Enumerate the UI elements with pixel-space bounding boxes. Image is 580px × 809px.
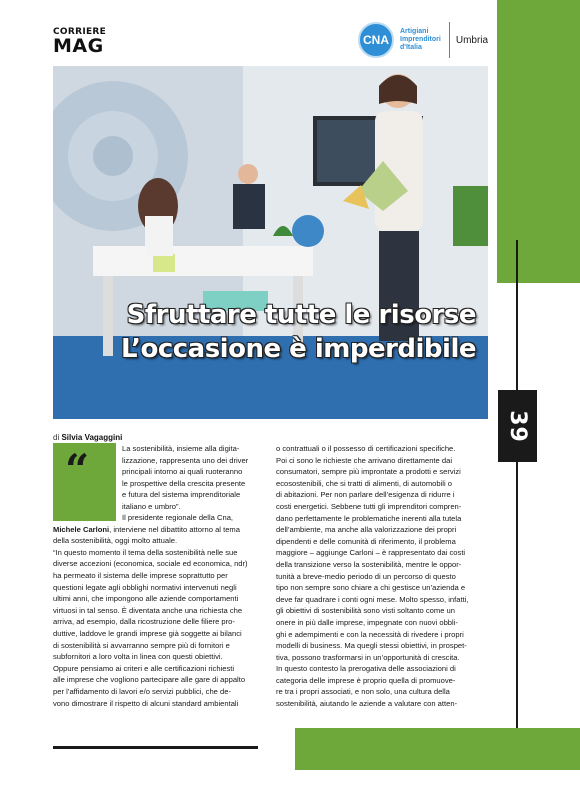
cna-tagline-line3: d'Italia <box>400 44 422 51</box>
article-line: costi energetici. Sebbene tutti gli imprenditori compren- <box>276 501 462 511</box>
article-line: categoria delle imprese è proprio quella di promuove- <box>276 675 456 685</box>
article-line: duttive, laddove le grandi imprese già soggette ai bilanci <box>53 628 242 638</box>
cna-tagline <box>400 28 441 52</box>
article-line: onere in più dalle imprese, impegnate con nuovi obbli- <box>276 617 458 627</box>
article-line: deve far quadrare i conti ogni mese. Molto spesso, infatti, <box>276 594 469 604</box>
article-line: La sostenibilità, insieme alla digita- <box>122 444 240 453</box>
green-bar-bottom <box>295 728 580 770</box>
article-line: ecosostenibili, che si tratti di alimenti, di automobili o <box>276 478 453 488</box>
article-line: gli obiettivi di sostenibilità sono visti soltanto come un <box>276 606 455 616</box>
article-line: diverse accezioni (economica, sociale ed economica, ndr) <box>53 559 248 569</box>
article-line: dano perfettamente le problematiche inerenti alla tutela <box>276 513 462 523</box>
speaker-name-rest: , interviene nel dibattito attorno al tema <box>109 524 240 534</box>
article-line: subfornitori a loro volta in linea con questi obiettivi. <box>53 652 223 662</box>
article-line: dipendenti e delle comunità di riferimento, il problema <box>276 536 456 546</box>
byline-author: Silvia Vagaggini <box>61 433 123 442</box>
col1-body <box>53 535 248 709</box>
article-line: modelli di business. Ma quegli stessi obiettivi, in prospet- <box>276 641 467 651</box>
col1-name-line <box>53 524 248 536</box>
article-line: Poi ci sono le richieste che arrivano direttamente dai <box>276 455 453 465</box>
article-line: della sostenibilità, oggi molto attuale. <box>53 536 178 546</box>
green-side-bar-top <box>497 0 580 283</box>
article-line: questioni legate agli obblighi normativi intervenuti negli <box>53 582 237 592</box>
quote-mark: “ <box>65 445 90 494</box>
article-line: o contrattuali o il possesso di certificazioni specifiche. <box>276 444 456 453</box>
cna-tagline-line1: Artigiani <box>400 28 429 35</box>
article-line: ha permeato il sistema delle imprese soprattutto per <box>53 570 228 580</box>
article-column-2 <box>276 443 468 710</box>
logo-line1: CORRIERE <box>53 27 107 37</box>
article-line: della transizione verso la sostenibilità, mentre le oppor- <box>276 559 462 569</box>
vertical-rule <box>516 240 518 740</box>
article-line: In questo contesto la prerogativa delle associazioni di <box>276 664 456 674</box>
article-line: e futura del sistema imprenditoriale <box>122 490 241 500</box>
article-line: di abitazioni. Per non parlare dell’esigenza di ridurre i <box>276 490 455 500</box>
col1-intro-line: Il presidente regionale della Cna, <box>122 513 234 522</box>
office-scene-illustration <box>53 66 488 419</box>
article-line: ultimi anni, che impongono alle aziende comportamenti <box>53 594 239 604</box>
article-line: maggiore – aggiunge Carloni – è rappresentato dai costi <box>276 548 466 558</box>
article-line: virtuosi in tal senso. È diventata anche una richiesta che <box>53 605 243 615</box>
article-line: vono dimostrare il rispetto di alcuni standard ambientali <box>53 698 239 708</box>
logo-line2: MAG <box>53 35 104 57</box>
article-line: di sostenibilità si avvarranno sempre più di fornitori e <box>53 640 230 650</box>
headline-line1: Sfruttare tutte le risorse <box>126 300 476 330</box>
page-number: 39 <box>505 409 530 443</box>
article-line: le prospettive della crescita presente <box>122 478 246 488</box>
article-line: tipo non sempre sono chiare a chi gestisce un’azienda e <box>276 583 466 593</box>
article-line: dell’ambiente, ma anche alla valorizzazione dei propri <box>276 525 457 535</box>
cna-logo <box>358 22 488 58</box>
cna-acronym: CNA <box>363 33 389 47</box>
corriere-mag-logo <box>53 28 106 56</box>
byline-prefix: di <box>53 433 62 442</box>
article-line: per l’affidamento di lavori e/o servizi pubblici, che de- <box>53 686 231 696</box>
byline <box>53 433 122 442</box>
article-line: consumatori, sempre più improntate a prodotti e servizi <box>276 467 461 477</box>
article-line: lizzazione, rappresenta uno dei driver <box>122 455 249 465</box>
bottom-rule <box>53 746 258 749</box>
article-line: italiano e umbro”. <box>122 501 181 511</box>
article-headline <box>121 298 476 366</box>
cna-tagline-line2: Imprenditori <box>400 36 441 43</box>
article-line: tunità a breve-medio periodo di un percorso di questo <box>276 571 456 581</box>
page-number-box <box>498 390 537 462</box>
article-column-1-bottom <box>53 512 248 709</box>
speaker-name: Michele Carloni <box>53 524 110 534</box>
cna-emblem <box>358 22 394 58</box>
article-column-1-top <box>122 443 248 513</box>
headline-line2: L’occasione è imperdibile <box>121 334 476 364</box>
article-line: tiva, possono trasformarsi in un’opportunità di crescita. <box>276 652 460 662</box>
article-line: re tra i propri associati, e non solo, una cultura della <box>276 687 450 697</box>
article-line: sostenibilità, aiutando le aziende a valutare con atten- <box>276 699 458 709</box>
cna-region: Umbria <box>455 34 489 46</box>
hero-photo <box>53 66 488 419</box>
article-line: principali intorno ai quali ruoteranno <box>122 467 243 477</box>
article-line: arriva, ad esempio, dalla ricostruzione delle filiere pro- <box>53 617 235 627</box>
article-line: alle imprese che vogliono partecipare alle gare di appalto <box>53 675 246 685</box>
article-line: Oppure pensiamo ai criteri e alle certificazioni richiesti <box>53 663 235 673</box>
article-line: ghi e adempimenti e con la necessità di rivedere i propri <box>276 629 464 639</box>
article-line: “In questo momento il tema della sostenibilità nelle sue <box>53 547 238 557</box>
quote-box <box>53 443 116 521</box>
cna-separator <box>449 22 450 58</box>
